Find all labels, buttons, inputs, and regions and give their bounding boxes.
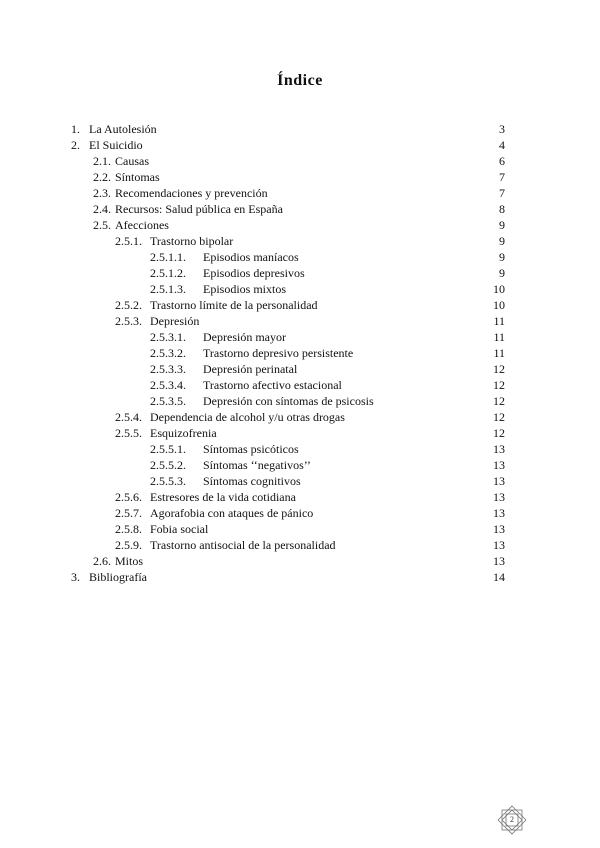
toc-entry-number: 2.6. <box>93 554 111 568</box>
toc-entry[interactable] <box>0 201 600 217</box>
toc-entry-label: Estresores de la vida cotidiana <box>150 490 296 504</box>
toc-entry-page: 4 <box>499 138 505 152</box>
toc-entry-number: 2.5.2. <box>115 298 142 312</box>
toc-entry-number: 2.5.8. <box>115 522 142 536</box>
toc-entry-label: Recursos: Salud pública en España <box>115 202 283 216</box>
toc-entry-label: Episodios depresivos <box>203 266 305 280</box>
toc-entry-label: Afecciones <box>115 218 169 232</box>
toc-entry-page: 11 <box>493 346 505 360</box>
toc-entry-number: 2.5.6. <box>115 490 142 504</box>
toc-entry-page: 12 <box>493 394 505 408</box>
toc-entry[interactable] <box>0 217 600 233</box>
toc-entry-label: Episodios mixtos <box>203 282 287 296</box>
toc-entry-page: 3 <box>499 122 505 136</box>
toc-entry-number: 2.5.5. <box>115 426 142 440</box>
toc-entry-number: 1. <box>71 122 80 136</box>
toc-entry-page: 14 <box>493 570 505 584</box>
toc-entry-label: Mitos <box>115 554 144 568</box>
toc-entry-page: 13 <box>493 506 505 520</box>
toc-entry[interactable] <box>0 473 600 489</box>
toc-entry-label: Trastorno afectivo estacional <box>203 378 342 392</box>
toc-entry-number: 2.2. <box>93 170 111 184</box>
toc-entry[interactable] <box>0 185 600 201</box>
toc-entry-label: Esquizofrenia <box>150 426 217 440</box>
page-title: Índice <box>277 72 323 89</box>
toc-entry-label: Dependencia de alcohol y/u otras drogas <box>150 410 345 424</box>
toc-entry[interactable] <box>0 121 600 137</box>
toc-entry-page: 10 <box>493 282 505 296</box>
toc-entry-number: 3. <box>71 570 80 584</box>
toc-entry-number: 2. <box>71 138 80 152</box>
toc-entry-label: El Suicidio <box>89 138 143 152</box>
toc-entry[interactable] <box>0 153 600 169</box>
toc-entry-number: 2.5.3. <box>115 314 142 328</box>
toc-entry-page: 6 <box>499 154 505 168</box>
toc-entry-page: 7 <box>499 170 505 184</box>
toc-entry-page: 12 <box>493 410 505 424</box>
toc-entry-label: Trastorno bipolar <box>150 234 234 248</box>
toc-entry[interactable] <box>0 457 600 473</box>
toc-entry-number: 2.5.1.1. <box>150 250 186 264</box>
toc-entry[interactable] <box>0 537 600 553</box>
toc-entry-label: Episodios maníacos <box>203 250 299 264</box>
toc-entry[interactable] <box>0 425 600 441</box>
toc-entry[interactable] <box>0 441 600 457</box>
toc-entry-label: Fobia social <box>150 522 209 536</box>
toc-entry[interactable] <box>0 569 600 585</box>
toc-entry-page: 13 <box>493 554 505 568</box>
toc-entry[interactable] <box>0 265 600 281</box>
toc-entry-number: 2.5.1.2. <box>150 266 186 280</box>
toc-entry-page: 13 <box>493 474 505 488</box>
toc-entry-page: 10 <box>493 298 505 312</box>
toc-entry[interactable] <box>0 377 600 393</box>
toc-entry-label: Depresión perinatal <box>203 362 298 376</box>
toc-entry[interactable] <box>0 489 600 505</box>
toc-entry[interactable] <box>0 361 600 377</box>
toc-entry-number: 2.3. <box>93 186 111 200</box>
toc-entry[interactable] <box>0 521 600 537</box>
toc-entry-number: 2.5.1.3. <box>150 282 186 296</box>
toc-entry-number: 2.5. <box>93 218 111 232</box>
toc-entry[interactable] <box>0 409 600 425</box>
toc-entry-page: 12 <box>493 362 505 376</box>
toc-entry-number: 2.1. <box>93 154 111 168</box>
toc-entry-number: 2.5.3.5. <box>150 394 186 408</box>
toc-entry-number: 2.5.4. <box>115 410 142 424</box>
toc-entry-number: 2.5.3.1. <box>150 330 186 344</box>
toc-entry-number: 2.5.1. <box>115 234 142 248</box>
toc-entry-number: 2.5.5.2. <box>150 458 186 472</box>
table-of-contents <box>0 121 600 585</box>
toc-entry-number: 2.5.5.1. <box>150 442 186 456</box>
toc-entry-page: 13 <box>493 490 505 504</box>
toc-entry-label: Bibliografía <box>89 570 147 584</box>
toc-entry[interactable] <box>0 553 600 569</box>
toc-entry[interactable] <box>0 233 600 249</box>
toc-entry[interactable] <box>0 281 600 297</box>
toc-entry-number: 2.4. <box>93 202 111 216</box>
toc-entry-page: 13 <box>493 458 505 472</box>
toc-entry-label: Recomendaciones y prevención <box>115 186 268 200</box>
toc-entry-label: Trastorno depresivo persistente <box>203 346 354 360</box>
toc-entry-label: Agorafobia con ataques de pánico <box>150 506 314 520</box>
toc-entry-label: Depresión <box>150 314 200 328</box>
toc-entry-page: 13 <box>493 442 505 456</box>
toc-entry-label: Trastorno antisocial de la personalidad <box>150 538 336 552</box>
toc-entry-page: 12 <box>493 426 505 440</box>
toc-entry-label: Síntomas psicóticos <box>203 442 299 456</box>
toc-entry-number: 2.5.3.3. <box>150 362 186 376</box>
toc-entry-label: Trastorno límite de la personalidad <box>150 298 318 312</box>
toc-entry-page: 9 <box>499 266 505 280</box>
toc-entry-page: 9 <box>499 250 505 264</box>
toc-entry-page: 11 <box>493 330 505 344</box>
toc-entry-label: Síntomas ‘‘negativos’’ <box>203 458 311 472</box>
toc-entry[interactable] <box>0 297 600 313</box>
toc-entry-label: Síntomas <box>115 170 160 184</box>
toc-entry-page: 12 <box>493 378 505 392</box>
toc-entry-label: Causas <box>115 154 149 168</box>
toc-entry-page: 9 <box>499 218 505 232</box>
toc-entry[interactable] <box>0 169 600 185</box>
toc-entry-number: 2.5.9. <box>115 538 142 552</box>
toc-entry[interactable] <box>0 137 600 153</box>
toc-entry[interactable] <box>0 313 600 329</box>
toc-entry-label: Síntomas cognitivos <box>203 474 301 488</box>
toc-entry[interactable] <box>0 505 600 521</box>
toc-entry[interactable] <box>0 345 600 361</box>
toc-entry[interactable] <box>0 329 600 345</box>
toc-entry[interactable] <box>0 249 600 265</box>
toc-entry-number: 2.5.3.2. <box>150 346 186 360</box>
toc-entry-page: 9 <box>499 234 505 248</box>
toc-entry-page: 11 <box>493 314 505 328</box>
toc-entry-label: Depresión con síntomas de psicosis <box>203 394 374 408</box>
toc-entry-number: 2.5.3.4. <box>150 378 186 392</box>
toc-entry-page: 13 <box>493 538 505 552</box>
toc-entry-page: 8 <box>499 202 505 216</box>
toc-entry-label: La Autolesión <box>89 122 157 136</box>
page-number: 2 <box>510 815 514 824</box>
toc-entry-number: 2.5.7. <box>115 506 142 520</box>
toc-entry-label: Depresión mayor <box>203 330 286 344</box>
toc-entry-page: 13 <box>493 522 505 536</box>
toc-entry-number: 2.5.5.3. <box>150 474 186 488</box>
toc-entry[interactable] <box>0 393 600 409</box>
toc-entry-page: 7 <box>499 186 505 200</box>
